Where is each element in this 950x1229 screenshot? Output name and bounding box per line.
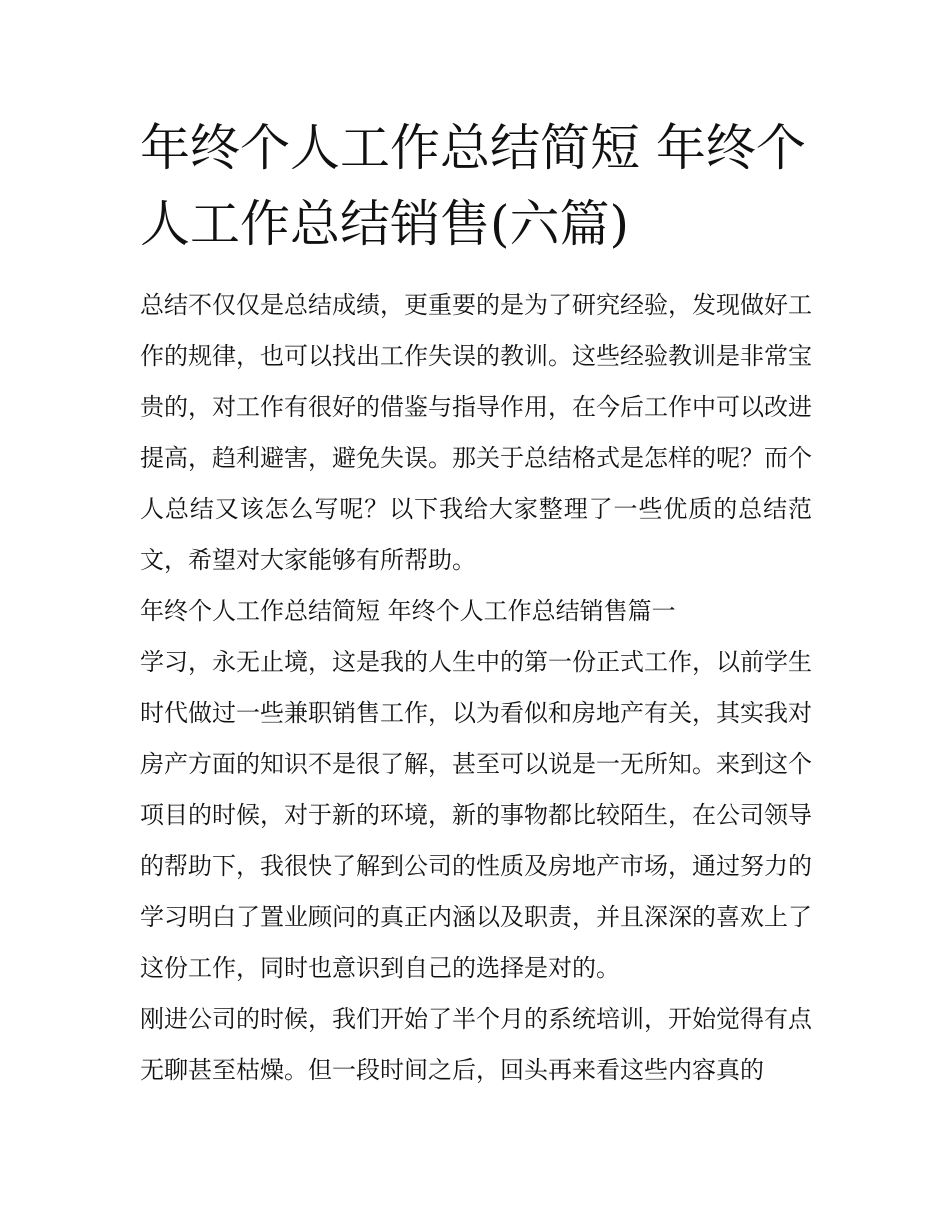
- body-paragraph-1: 学习，永无止境，这是我的人生中的第一份正式工作，以前学生时代做过一些兼职销售工作，以为看似和房地产有关，其实我对房产方面的知识不是很了解，甚至可以说是一无所知。来到这个项目的时候，对于新的环境，新的事物都比较陌生，在公司领导的帮助下，我很快了解到公司的性质及房地产市场，通过努力的学习明白了置业顾问的真正内涵以及职责，并且深深的喜欢上了这份工作，同时也意识到自己的选择是对的。: [140, 648, 812, 982]
- section-heading: 年终个人工作总结简短 年终个人工作总结销售篇一: [140, 597, 676, 625]
- intro-paragraph: 总结不仅仅是总结成绩，更重要的是为了研究经验，发现做好工作的规律，也可以找出工作失误的教训。这些经验教训是非常宝贵的，对工作有很好的借鉴与指导作用，在今后工作中可以改进提高，趋利避害，避免失误。那关于总结格式是怎样的呢？而个人总结又该怎么写呢？以下我给大家整理了一些优质的总结范文，希望对大家能够有所帮助。: [140, 291, 812, 574]
- document-body: [140, 110, 812, 1096]
- document-title: 年终个人工作总结简短 年终个人工作总结销售(六篇): [140, 119, 806, 253]
- body-paragraph-2: 刚进公司的时候，我们开始了半个月的系统培训，开始觉得有点无聊甚至枯燥。但一段时间之后，回头再来看这些内容真的: [140, 1005, 812, 1084]
